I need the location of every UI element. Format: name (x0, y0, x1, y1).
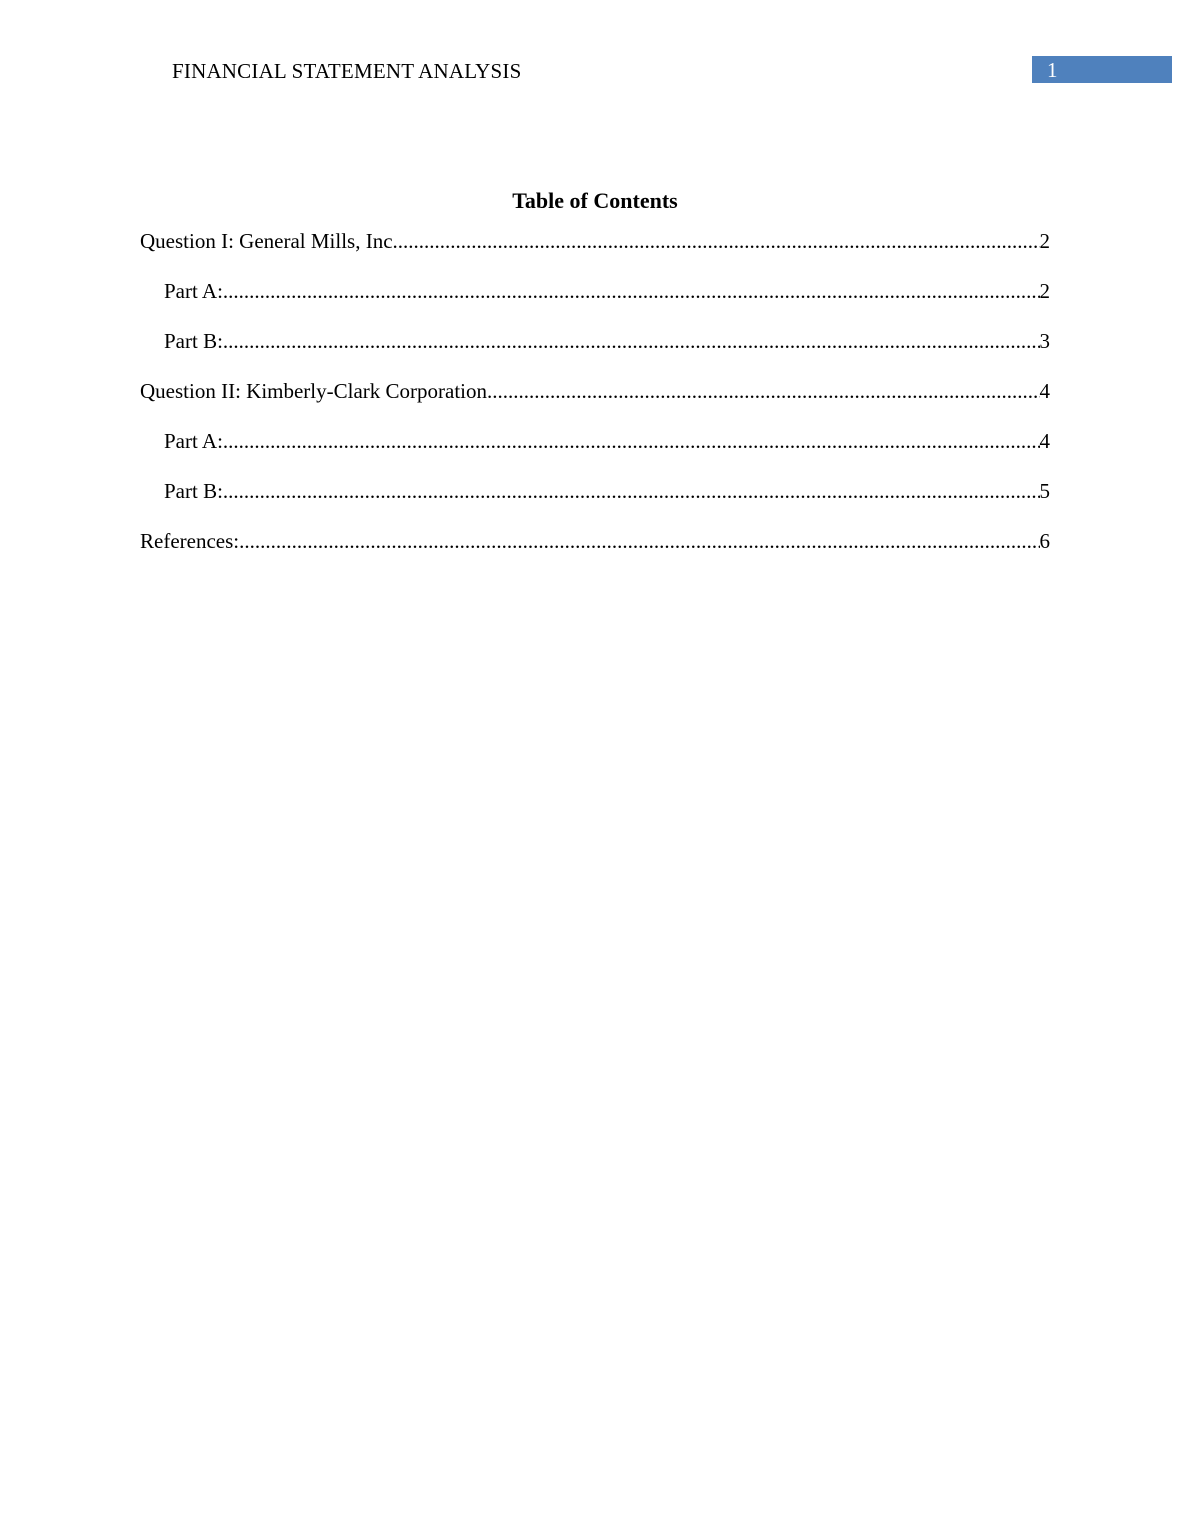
page-number-badge (1032, 56, 1172, 83)
toc-entry-label: Part A: (164, 429, 223, 453)
toc-entry-page: 2 (1039, 229, 1050, 253)
toc-entry-page: 2 (1039, 279, 1050, 303)
toc-entry-label: Question I: General Mills, Inc (140, 229, 393, 253)
toc-entry-q2-part-a[interactable] (140, 426, 1050, 476)
toc-entry-q1-part-a[interactable] (140, 276, 1050, 326)
running-header-title: FINANCIAL STATEMENT ANALYSIS (172, 59, 522, 83)
toc-entry-label: Part B: (164, 329, 223, 353)
toc-dot-leader (393, 226, 1040, 256)
toc-entry-label: Part A: (164, 279, 223, 303)
toc-list (140, 226, 1050, 576)
toc-entry-page: 3 (1039, 329, 1050, 353)
toc-entry-question-2[interactable] (140, 376, 1050, 426)
toc-entry-label: Question II: Kimberly-Clark Corporation (140, 379, 488, 403)
toc-entry-question-1[interactable] (140, 226, 1050, 276)
toc-heading: Table of Contents (512, 188, 678, 213)
page-number: 1 (1047, 58, 1058, 82)
toc-entry-q1-part-b[interactable] (140, 326, 1050, 376)
toc-dot-leader (487, 376, 1039, 406)
toc-dot-leader (223, 276, 1040, 306)
toc-entry-page: 4 (1039, 379, 1050, 403)
toc-entry-page: 4 (1039, 429, 1050, 453)
toc-dot-leader (223, 326, 1040, 356)
toc-dot-leader (223, 426, 1040, 456)
toc-dot-leader (239, 526, 1039, 556)
toc-entry-references[interactable] (140, 526, 1050, 576)
toc-dot-leader (223, 476, 1040, 506)
toc-entry-page: 5 (1039, 479, 1050, 503)
toc-entry-q2-part-b[interactable] (140, 476, 1050, 526)
toc-entry-page: 6 (1039, 529, 1050, 553)
toc-entry-label: Part B: (164, 479, 223, 503)
toc-entry-label: References: (140, 529, 240, 553)
